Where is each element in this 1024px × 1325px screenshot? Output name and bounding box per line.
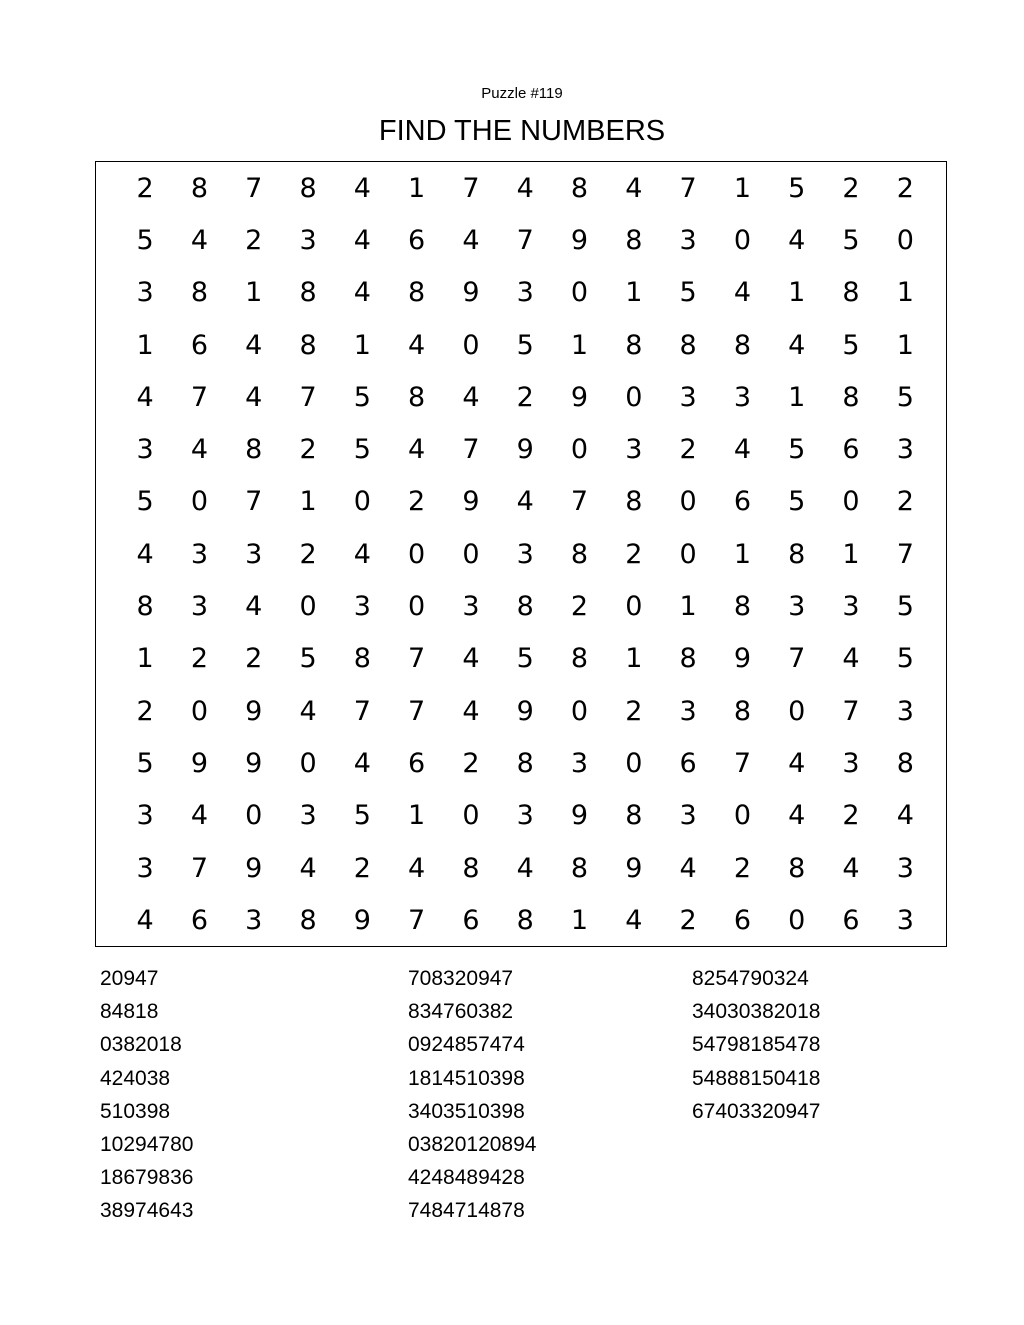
grid-cell[interactable]: 5 [353,800,371,832]
word-list-item: 4248489428 [408,1166,525,1190]
grid-cell[interactable]: 2 [842,800,860,832]
grid-cell[interactable]: 3 [896,852,914,884]
grid-cell[interactable]: 3 [353,591,371,623]
word-list-item: 54888150418 [692,1066,821,1090]
grid-cell[interactable]: 8 [245,434,263,466]
grid-cell[interactable]: 4 [353,538,371,570]
grid-cell[interactable]: 1 [842,538,860,570]
grid-cell[interactable]: 4 [462,695,480,727]
grid-cell[interactable]: 4 [788,800,806,832]
grid-cell[interactable]: 8 [408,381,426,413]
grid-cell[interactable]: 9 [462,277,480,309]
grid-cell[interactable]: 9 [190,747,209,779]
grid-cell[interactable]: 4 [353,277,371,309]
grid-cell[interactable]: 4 [136,538,154,570]
grid-cell[interactable]: 2 [462,747,480,779]
grid-cell[interactable]: 1 [733,172,751,204]
grid-cell[interactable]: 5 [896,643,914,675]
puzzle-number: Puzzle #119 [481,85,563,102]
grid-cell[interactable]: 8 [299,172,317,204]
grid-cell[interactable]: 8 [842,277,860,309]
puzzle-grid [118,162,932,946]
word-list-item: 84818 [100,1000,159,1024]
word-list-item: 20947 [100,967,159,990]
grid-cell[interactable]: 7 [353,695,371,727]
grid-cell[interactable]: 5 [353,434,371,466]
grid-cell[interactable]: 5 [842,224,860,256]
word-list-item: 18679836 [100,1166,194,1190]
grid-cell[interactable]: 3 [842,591,860,623]
grid-cell[interactable]: 1 [245,277,263,309]
puzzle-grid-frame [95,161,947,947]
grid-cell[interactable]: 8 [896,747,914,779]
grid-cell[interactable]: 0 [462,800,480,832]
grid-cell[interactable]: 8 [190,172,209,204]
grid-cell[interactable]: 9 [733,643,751,675]
word-list-column-1 [100,962,193,1228]
word-list-item: 0924857474 [408,1033,525,1057]
grid-cell[interactable]: 7 [299,381,317,413]
grid-cell[interactable]: 9 [462,486,480,518]
page-title: FIND THE NUMBERS [378,115,666,147]
grid-cell[interactable]: 8 [462,852,480,884]
grid-cell[interactable]: 4 [190,800,209,832]
grid-cell[interactable]: 2 [842,172,860,204]
word-list-item: 424038 [100,1066,171,1090]
grid-cell[interactable]: 3 [136,277,154,309]
grid-cell[interactable]: 2 [679,904,697,936]
grid-cell[interactable]: 5 [136,486,154,518]
grid-cell[interactable]: 6 [462,904,480,936]
grid-cell[interactable]: 8 [733,591,751,623]
grid-cell[interactable]: 3 [788,591,806,623]
grid-cell[interactable]: 3 [136,852,154,884]
word-list-item: 0382018 [100,1033,182,1057]
grid-cell[interactable]: 9 [570,800,589,832]
grid-cell[interactable]: 5 [842,329,860,361]
grid-cell[interactable]: 4 [516,852,534,884]
grid-cell[interactable]: 4 [788,329,806,361]
grid-cell[interactable]: 3 [733,381,751,413]
grid-cell[interactable]: 4 [408,852,426,884]
grid-cell[interactable]: 0 [625,591,643,623]
grid-cell[interactable]: 0 [353,486,371,518]
grid-cell[interactable]: 2 [570,591,589,623]
grid-cell[interactable]: 7 [408,904,426,936]
grid-cell[interactable]: 2 [353,852,371,884]
grid-cell[interactable]: 7 [679,172,697,204]
grid-cell[interactable]: 7 [896,538,914,570]
grid-cell[interactable]: 0 [570,434,589,466]
grid-cell[interactable]: 0 [896,224,914,256]
word-list-item: 03820120894 [408,1133,537,1157]
grid-cell[interactable]: 1 [353,329,371,361]
grid-cell[interactable]: 6 [842,904,860,936]
grid-cell[interactable]: 8 [516,747,534,779]
grid-cell[interactable]: 0 [625,747,643,779]
grid-cell[interactable]: 0 [625,381,643,413]
grid-cell[interactable]: 8 [788,538,806,570]
grid-cell[interactable]: 2 [245,224,263,256]
grid-cell[interactable]: 8 [570,643,589,675]
grid-cell[interactable]: 4 [462,643,480,675]
grid-cell[interactable]: 0 [733,800,751,832]
grid-cell[interactable]: 8 [625,800,643,832]
grid-cell[interactable]: 4 [516,486,534,518]
word-list-item: 34030382018 [692,1000,821,1024]
grid-cell[interactable]: 4 [679,852,697,884]
grid-cell[interactable]: 2 [733,852,751,884]
grid-cell[interactable]: 4 [625,904,643,936]
grid-cell[interactable]: 0 [299,591,317,623]
grid-cell[interactable]: 3 [136,434,154,466]
grid-cell[interactable]: 3 [896,904,914,936]
grid-cell[interactable]: 0 [408,591,426,623]
grid-cell[interactable]: 4 [788,747,806,779]
grid-cell[interactable]: 0 [245,800,263,832]
grid-cell[interactable]: 2 [245,643,263,675]
grid-cell[interactable]: 1 [625,277,643,309]
grid-cell[interactable]: 0 [788,904,806,936]
grid-cell[interactable]: 2 [136,695,154,727]
word-list-item: 1814510398 [408,1066,525,1090]
grid-cell[interactable]: 3 [299,800,317,832]
word-list-item: 510398 [100,1099,171,1123]
grid-cell[interactable]: 4 [788,224,806,256]
grid-cell[interactable]: 5 [896,381,914,413]
grid-cell[interactable]: 8 [842,381,860,413]
grid-cell[interactable]: 8 [353,643,371,675]
grid-cell[interactable]: 2 [625,695,643,727]
grid-cell[interactable]: 0 [408,538,426,570]
grid-cell[interactable]: 2 [408,486,426,518]
grid-cell[interactable]: 3 [570,747,589,779]
grid-cell[interactable]: 6 [190,329,209,361]
grid-cell[interactable]: 1 [733,538,751,570]
grid-cell[interactable]: 2 [679,434,697,466]
grid-cell[interactable]: 4 [516,172,534,204]
grid-cell[interactable]: 0 [190,486,209,518]
grid-cell[interactable]: 4 [299,852,317,884]
grid-cell[interactable]: 2 [190,643,209,675]
grid-cell[interactable]: 2 [299,538,317,570]
grid-cell[interactable]: 2 [136,172,154,204]
grid-cell[interactable]: 5 [136,224,154,256]
grid-cell[interactable]: 8 [570,852,589,884]
grid-cell[interactable]: 3 [516,277,534,309]
grid-cell[interactable]: 3 [245,538,263,570]
grid-cell[interactable]: 4 [462,381,480,413]
grid-cell[interactable]: 3 [679,224,697,256]
grid-cell[interactable]: 9 [245,852,263,884]
grid-cell[interactable]: 6 [733,904,751,936]
grid-cell[interactable]: 5 [679,277,697,309]
grid-cell[interactable]: 4 [842,643,860,675]
word-list-item: 708320947 [408,967,514,990]
grid-cell[interactable]: 7 [788,643,806,675]
grid-cell[interactable]: 4 [245,329,263,361]
grid-cell[interactable]: 4 [245,381,263,413]
grid-cell[interactable]: 7 [245,486,263,518]
grid-cell[interactable]: 2 [625,538,643,570]
grid-cell[interactable]: 7 [462,434,480,466]
grid-cell[interactable]: 8 [516,904,534,936]
grid-cell[interactable]: 4 [299,695,317,727]
grid-cell[interactable]: 2 [516,381,534,413]
grid-cell[interactable]: 3 [679,381,697,413]
grid-cell[interactable]: 9 [516,695,534,727]
grid-cell[interactable]: 9 [625,852,643,884]
grid-cell[interactable]: 6 [408,747,426,779]
grid-cell[interactable]: 8 [190,277,209,309]
grid-cell[interactable]: 8 [625,329,643,361]
grid-cell[interactable]: 0 [842,486,860,518]
grid-cell[interactable]: 4 [136,904,154,936]
grid-cell[interactable]: 4 [842,852,860,884]
grid-cell[interactable]: 8 [299,904,317,936]
grid-cell[interactable]: 5 [516,329,534,361]
grid-cell[interactable]: 9 [570,381,589,413]
word-list-item: 10294780 [100,1133,194,1157]
grid-cell[interactable]: 3 [516,538,534,570]
word-list-column-2 [408,962,536,1228]
grid-cell[interactable]: 0 [299,747,317,779]
grid-cell[interactable]: 0 [570,277,589,309]
grid-cell[interactable]: 3 [896,434,914,466]
grid-cell[interactable]: 1 [625,643,643,675]
grid-cell[interactable]: 1 [679,591,697,623]
grid-cell[interactable]: 3 [190,538,209,570]
grid-cell[interactable]: 2 [896,172,914,204]
grid-cell[interactable]: 0 [570,695,589,727]
grid-cell[interactable]: 0 [190,695,209,727]
word-list-item: 67403320947 [692,1099,821,1123]
grid-cell[interactable]: 8 [299,277,317,309]
grid-cell[interactable]: 2 [299,434,317,466]
grid-cell[interactable]: 1 [570,904,589,936]
grid-cell[interactable]: 1 [788,381,806,413]
grid-cell[interactable]: 8 [788,852,806,884]
grid-cell[interactable]: 6 [408,224,426,256]
grid-cell[interactable]: 3 [245,904,263,936]
grid-cell[interactable]: 3 [299,224,317,256]
grid-cell[interactable]: 8 [408,277,426,309]
grid-cell[interactable]: 3 [516,800,534,832]
grid-cell[interactable]: 3 [190,591,209,623]
grid-cell[interactable]: 8 [625,486,643,518]
grid-cell[interactable]: 5 [516,643,534,675]
grid-cell[interactable]: 1 [896,277,914,309]
grid-cell[interactable]: 4 [353,224,371,256]
grid-cell[interactable]: 1 [136,643,154,675]
grid-cell[interactable]: 8 [733,329,751,361]
grid-cell[interactable]: 4 [353,747,371,779]
grid-cell[interactable]: 5 [353,381,371,413]
grid-cell[interactable]: 6 [190,904,209,936]
grid-cell[interactable]: 3 [462,591,480,623]
grid-cell[interactable]: 3 [896,695,914,727]
grid-cell[interactable]: 5 [896,591,914,623]
grid-cell[interactable]: 8 [299,329,317,361]
grid-cell[interactable]: 5 [788,434,806,466]
grid-cell[interactable]: 8 [570,538,589,570]
grid-cell[interactable]: 7 [462,172,480,204]
grid-cell[interactable]: 6 [733,486,751,518]
grid-cell[interactable]: 4 [136,381,154,413]
grid-cell[interactable]: 6 [842,434,860,466]
grid-cell[interactable]: 9 [570,224,589,256]
grid-cell[interactable]: 0 [462,538,480,570]
grid-cell[interactable]: 4 [353,172,371,204]
grid-cell[interactable]: 1 [408,172,426,204]
grid-cell[interactable]: 3 [136,800,154,832]
grid-cell[interactable]: 4 [896,800,914,832]
grid-cell[interactable]: 0 [679,538,697,570]
grid-cell[interactable]: 5 [788,486,806,518]
grid-cell[interactable]: 4 [462,224,480,256]
grid-cell[interactable]: 3 [625,434,643,466]
grid-cell[interactable]: 1 [570,329,589,361]
grid-cell[interactable]: 4 [190,434,209,466]
grid-cell[interactable]: 0 [788,695,806,727]
grid-cell[interactable]: 5 [299,643,317,675]
grid-cell[interactable]: 3 [842,747,860,779]
grid-cell[interactable]: 8 [733,695,751,727]
grid-cell[interactable]: 0 [733,224,751,256]
grid-cell[interactable]: 4 [190,224,209,256]
word-list-item: 7484714878 [408,1199,525,1223]
grid-cell[interactable]: 4 [408,329,426,361]
grid-cell[interactable]: 9 [353,904,371,936]
word-list-item: 8254790324 [692,967,809,990]
grid-cell[interactable]: 7 [842,695,860,727]
grid-cell[interactable]: 3 [679,800,697,832]
grid-cell[interactable]: 4 [625,172,643,204]
grid-cell[interactable]: 8 [679,329,697,361]
word-list-item: 38974643 [100,1199,194,1223]
word-list-column-3 [692,962,820,1128]
grid-cell[interactable]: 2 [896,486,914,518]
grid-cell[interactable]: 9 [245,747,263,779]
grid-cell[interactable]: 9 [245,695,263,727]
word-list-item: 834760382 [408,1000,514,1024]
grid-cell[interactable]: 8 [679,643,697,675]
grid-cell[interactable]: 8 [516,591,534,623]
grid-cell[interactable]: 1 [788,277,806,309]
grid-cell[interactable]: 5 [136,747,154,779]
grid-cell[interactable]: 5 [788,172,806,204]
grid-cell[interactable]: 7 [190,852,209,884]
grid-cell[interactable]: 1 [896,329,914,361]
grid-cell[interactable]: 8 [570,172,589,204]
grid-cell[interactable]: 7 [245,172,263,204]
grid-cell[interactable]: 0 [462,329,480,361]
grid-cell[interactable]: 8 [625,224,643,256]
grid-cell[interactable]: 0 [679,486,697,518]
grid-cell[interactable]: 4 [245,591,263,623]
grid-cell[interactable]: 7 [570,486,589,518]
grid-cell[interactable]: 6 [679,747,697,779]
grid-cell[interactable]: 4 [408,434,426,466]
grid-cell[interactable]: 1 [408,800,426,832]
grid-cell[interactable]: 1 [136,329,154,361]
grid-cell[interactable]: 4 [733,434,751,466]
grid-cell[interactable]: 7 [516,224,534,256]
grid-cell[interactable]: 3 [679,695,697,727]
grid-cell[interactable]: 7 [190,381,209,413]
grid-cell[interactable]: 4 [733,277,751,309]
grid-cell[interactable]: 9 [516,434,534,466]
grid-cell[interactable]: 7 [408,643,426,675]
grid-cell[interactable]: 7 [408,695,426,727]
word-list-item: 54798185478 [692,1033,821,1057]
grid-cell[interactable]: 8 [136,591,154,623]
word-list-item: 3403510398 [408,1099,525,1123]
grid-cell[interactable]: 1 [299,486,317,518]
grid-cell[interactable]: 7 [733,747,751,779]
